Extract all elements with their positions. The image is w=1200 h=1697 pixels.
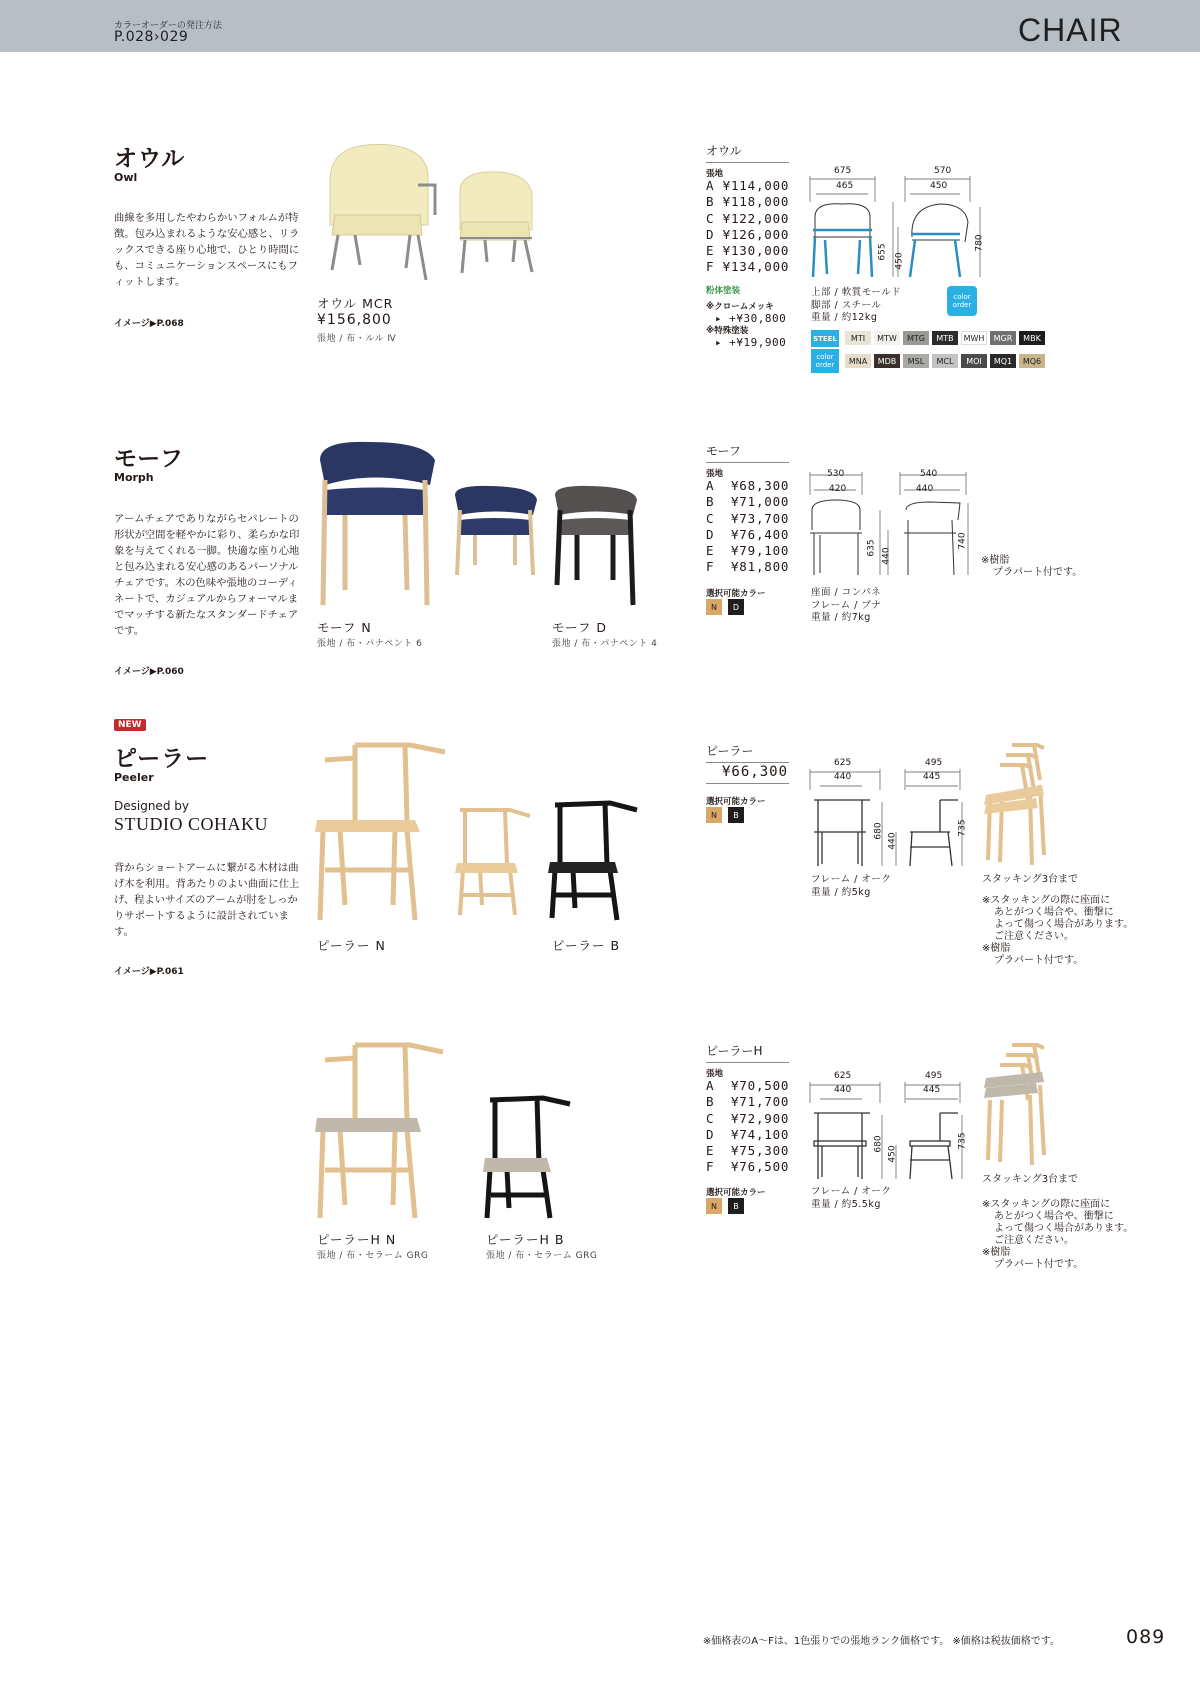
morph-dim-w2i: 440 bbox=[916, 484, 934, 494]
peeler-h-n-name: ピーラーH N bbox=[317, 1232, 397, 1247]
note-line: ※スタッキングの際に座面に bbox=[982, 895, 1111, 906]
color-swatch[interactable]: MGR bbox=[990, 331, 1016, 345]
color-swatch[interactable]: MNA bbox=[845, 354, 871, 368]
peeler-h-fabric-label: 張地 bbox=[706, 1069, 724, 1079]
price-row: D ¥74,100 bbox=[706, 1126, 790, 1142]
swatch-n[interactable]: N bbox=[706, 1198, 722, 1214]
material-line: 重量 / 約12kg bbox=[811, 312, 878, 323]
morph-note-1: ※樹脂 bbox=[981, 555, 1010, 566]
owl-chrome-label: ※クロームメッキ bbox=[706, 302, 774, 312]
owl-chrome-price: ▸ +¥30,800 bbox=[715, 312, 787, 325]
owl-name-en: Owl bbox=[114, 171, 138, 184]
owl-dim-w2: 570 bbox=[934, 166, 952, 176]
price-row: F ¥81,800 bbox=[706, 559, 790, 575]
morph-image-link[interactable]: イメージ▶P.060 bbox=[114, 667, 184, 677]
morph-dim-seat: 440 bbox=[881, 547, 892, 565]
peeler-dimension-drawing bbox=[800, 762, 970, 870]
owl-dim-w1: 675 bbox=[834, 166, 852, 176]
note-line: よって傷つく場合があります。 bbox=[994, 1223, 1134, 1234]
color-swatch[interactable]: MDB bbox=[874, 354, 900, 368]
peeler-h-stacking: スタッキング3台まで bbox=[982, 1174, 1079, 1185]
peeler-h-dim-seat: 450 bbox=[887, 1145, 898, 1163]
morph-materials bbox=[811, 587, 881, 625]
price-row: B ¥71,000 bbox=[706, 494, 790, 510]
steel-label: STEEL bbox=[811, 330, 839, 347]
peeler-price: ¥66,300 bbox=[722, 764, 789, 780]
color-swatch[interactable]: MTB bbox=[932, 331, 958, 345]
peeler-h-b-fabric: 張地 / 布・セラーム GRG bbox=[486, 1251, 598, 1261]
new-badge: NEW bbox=[114, 719, 146, 731]
peeler-dim-arm: 680 bbox=[873, 822, 884, 840]
note-line: ※樹脂 bbox=[982, 943, 1011, 954]
note-line: ご注意ください。 bbox=[994, 931, 1074, 942]
price-row: E ¥79,100 bbox=[706, 543, 790, 559]
note-line: ※スタッキングの際に座面に bbox=[982, 1199, 1111, 1210]
morph-fabric-label: 張地 bbox=[706, 469, 724, 479]
owl-description: 曲線を多用したやわらかいフォルムが特徴。包み込まれるような安心感と、リラックスできる座り心地で、ひとり時間にも、コミュニケーションスペースにもフィットします。 bbox=[114, 212, 300, 288]
owl-chair-photo bbox=[310, 140, 570, 290]
price-row: F ¥134,000 bbox=[706, 259, 790, 275]
peeler-image-link[interactable]: イメージ▶P.061 bbox=[114, 967, 184, 977]
swatch-b[interactable]: B bbox=[728, 1198, 744, 1214]
designed-by-label: Designed by bbox=[114, 799, 189, 813]
peeler-h-b-name: ピーラーH B bbox=[486, 1232, 565, 1247]
peeler-h-price-list bbox=[706, 1078, 789, 1176]
color-swatch[interactable]: MTG bbox=[903, 331, 929, 345]
peeler-h-stack-photo bbox=[982, 1040, 1062, 1168]
material-line: 脚部 / スチール bbox=[811, 299, 882, 311]
color-order-tag: color order bbox=[811, 349, 839, 373]
owl-product-name: オウル MCR bbox=[317, 296, 394, 311]
peeler-color-label: 選択可能カラー bbox=[706, 797, 766, 807]
material-line: 重量 / 約5.5kg bbox=[811, 1198, 881, 1210]
price-row: D ¥126,000 bbox=[706, 226, 790, 242]
peeler-dim-seat: 440 bbox=[887, 832, 898, 850]
color-swatch[interactable]: MQ1 bbox=[990, 354, 1016, 368]
morph-chair-photo bbox=[315, 440, 645, 610]
owl-colors-row1 bbox=[845, 331, 1045, 345]
owl-price-list bbox=[706, 178, 789, 276]
morph-name-jp: モーフ bbox=[114, 446, 184, 472]
peeler-chair-photo bbox=[315, 740, 645, 925]
owl-materials bbox=[811, 287, 901, 325]
peeler-h-dim-w1: 625 bbox=[834, 1071, 852, 1081]
peeler-dim-w1i: 440 bbox=[834, 772, 852, 782]
peeler-h-notes bbox=[982, 1199, 1133, 1271]
swatch-n[interactable]: N bbox=[706, 599, 722, 615]
color-swatch[interactable]: MTW bbox=[874, 331, 900, 345]
owl-dim-arm: 655 bbox=[877, 243, 888, 261]
morph-note-2: プラパート付です。 bbox=[993, 567, 1083, 578]
peeler-h-chair-photo bbox=[315, 1040, 590, 1220]
owl-dim-total: 780 bbox=[974, 234, 985, 252]
peeler-name-jp: ピーラー bbox=[114, 746, 210, 772]
peeler-dim-w2: 495 bbox=[925, 758, 943, 768]
owl-powder-label: 粉体塗装 bbox=[706, 286, 741, 296]
morph-dim-w1i: 420 bbox=[829, 484, 847, 494]
peeler-dim-w1: 625 bbox=[834, 758, 852, 768]
material-line: フレーム / オーク bbox=[811, 1186, 892, 1197]
peeler-h-n-fabric: 張地 / 布・セラーム GRG bbox=[317, 1251, 429, 1261]
owl-dim-seat: 450 bbox=[894, 252, 905, 270]
note-line: ご注意ください。 bbox=[994, 1235, 1074, 1246]
color-swatch[interactable]: MWH bbox=[961, 331, 987, 345]
price-row: E ¥75,300 bbox=[706, 1143, 790, 1159]
morph-color-label: 選択可能カラー bbox=[706, 589, 766, 599]
peeler-h-dim-total: 735 bbox=[957, 1132, 968, 1150]
peeler-h-dim-arm: 680 bbox=[873, 1135, 884, 1153]
owl-color-order-tag: color order bbox=[947, 286, 977, 316]
price-row: C ¥122,000 bbox=[706, 210, 790, 226]
owl-spec-title: オウル bbox=[706, 142, 789, 163]
price-row: A ¥114,000 bbox=[706, 178, 790, 193]
peeler-h-color-label: 選択可能カラー bbox=[706, 1188, 766, 1198]
color-swatch[interactable]: MOI bbox=[961, 354, 987, 368]
swatch-n[interactable]: N bbox=[706, 807, 722, 823]
owl-fabric-label: 張地 bbox=[706, 169, 724, 179]
morph-n-fabric: 張地 / 布・パナペント 6 bbox=[317, 639, 423, 649]
peeler-h-dim-w2i: 445 bbox=[923, 1085, 941, 1095]
price-row: D ¥76,400 bbox=[706, 526, 790, 542]
morph-price-list bbox=[706, 478, 789, 576]
color-order-label: カラーオーダーの発注方法 bbox=[114, 21, 222, 31]
morph-name-en: Morph bbox=[114, 471, 154, 484]
peeler-notes bbox=[982, 895, 1133, 967]
material-line: 上部 / 軟質モールド bbox=[811, 287, 902, 298]
page-number: 089 bbox=[1126, 1626, 1166, 1648]
owl-product-fabric: 張地 / 布・ルル Ⅳ bbox=[317, 334, 397, 344]
morph-dim-arm: 635 bbox=[866, 539, 877, 557]
note-line: プラパート付です。 bbox=[994, 1259, 1084, 1270]
footer-note: ※価格表のA〜Fは、1色張りでの張地ランク価格です。 ※価格は税抜価格です。 bbox=[702, 1636, 1060, 1647]
owl-special-price: ▸ +¥19,900 bbox=[715, 336, 787, 349]
price-row: A ¥70,500 bbox=[706, 1078, 790, 1093]
morph-dim-w2: 540 bbox=[920, 469, 938, 479]
note-line: あとがつく場合や、衝撃に bbox=[994, 907, 1114, 918]
color-swatch[interactable]: MCL bbox=[932, 354, 958, 368]
peeler-materials bbox=[811, 874, 891, 899]
divider bbox=[706, 783, 789, 784]
swatch-b[interactable]: B bbox=[728, 807, 744, 823]
peeler-h-dim-w1i: 440 bbox=[834, 1085, 852, 1095]
peeler-name-en: Peeler bbox=[114, 771, 154, 784]
price-row: F ¥76,500 bbox=[706, 1159, 790, 1175]
peeler-dim-w2i: 445 bbox=[923, 772, 941, 782]
peeler-description: 背からショートアームに繋がる木材は曲げ木を利用。背あたりのよい曲面に仕上げ、程よいサイズのアームが肘をしっかりサポートするように設計されています。 bbox=[114, 862, 300, 938]
peeler-stacking: スタッキング3台まで bbox=[982, 874, 1079, 885]
peeler-spec-title: ピーラー bbox=[706, 742, 789, 763]
note-line: よって傷つく場合があります。 bbox=[994, 919, 1134, 930]
peeler-h-dim-w2: 495 bbox=[925, 1071, 943, 1081]
price-row: B ¥118,000 bbox=[706, 194, 790, 210]
peeler-h-dimension-drawing bbox=[800, 1075, 970, 1183]
owl-colors-row2 bbox=[845, 354, 1045, 368]
morph-dim-w1: 530 bbox=[827, 469, 845, 479]
owl-dim-w1i: 465 bbox=[836, 181, 854, 191]
color-swatch[interactable]: MQ6 bbox=[1019, 354, 1045, 368]
morph-d-fabric: 張地 / 布・パナペント 4 bbox=[552, 639, 658, 649]
peeler-n-name: ピーラー N bbox=[317, 938, 386, 953]
owl-name-jp: オウル bbox=[114, 146, 186, 172]
note-line: あとがつく場合や、衝撃に bbox=[994, 1211, 1114, 1222]
peeler-h-spec-title: ピーラーH bbox=[706, 1042, 789, 1063]
morph-d-name: モーフ D bbox=[552, 620, 607, 635]
note-line: ※樹脂 bbox=[982, 1247, 1011, 1258]
price-row: C ¥73,700 bbox=[706, 510, 790, 526]
price-row: C ¥72,900 bbox=[706, 1110, 790, 1126]
swatch-d[interactable]: D bbox=[728, 599, 744, 615]
color-swatch[interactable]: MBK bbox=[1019, 331, 1045, 345]
morph-description: アームチェアでありながらセパレートの形状が空間を軽やかに彩り、柔らかな印象を与えてくれる一脚。快適な座り心地と包み込まれる安心感のあるパーソナルチェアです。木の色味や張地のコーディネートで、カジュアルからフォーマルまでマッチする新たなスタンダードチェアです。 bbox=[114, 513, 300, 637]
morph-n-name: モーフ N bbox=[317, 620, 372, 635]
peeler-b-name: ピーラー B bbox=[552, 938, 621, 953]
color-swatch[interactable]: MSL bbox=[903, 354, 929, 368]
material-line: 重量 / 約7kg bbox=[811, 612, 871, 623]
material-line: フレーム / ブナ bbox=[811, 599, 882, 611]
note-line: プラパート付です。 bbox=[994, 955, 1084, 966]
designer-name: STUDIO COHAKU bbox=[114, 814, 268, 834]
morph-spec-title: モーフ bbox=[706, 442, 789, 463]
price-row: A ¥68,300 bbox=[706, 478, 790, 493]
category-title: CHAIR bbox=[1018, 12, 1123, 48]
owl-product-price: ¥156,800 bbox=[317, 312, 392, 328]
material-line: 重量 / 約5kg bbox=[811, 886, 871, 898]
morph-dim-total: 740 bbox=[957, 532, 968, 550]
owl-special-label: ※特殊塗装 bbox=[706, 326, 749, 336]
color-swatch[interactable]: MTI bbox=[845, 331, 871, 345]
price-row: E ¥130,000 bbox=[706, 243, 790, 259]
color-order-pages-link[interactable]: P.028›029 bbox=[114, 29, 189, 45]
owl-dim-w2i: 450 bbox=[930, 181, 948, 191]
price-row: B ¥71,700 bbox=[706, 1094, 790, 1110]
peeler-h-materials bbox=[811, 1186, 891, 1211]
material-line: フレーム / オーク bbox=[811, 874, 892, 885]
peeler-stack-photo bbox=[982, 740, 1062, 868]
material-line: 座面 / コンパネ bbox=[811, 587, 882, 598]
peeler-dim-total: 735 bbox=[957, 819, 968, 837]
owl-image-link[interactable]: イメージ▶P.068 bbox=[114, 319, 184, 329]
